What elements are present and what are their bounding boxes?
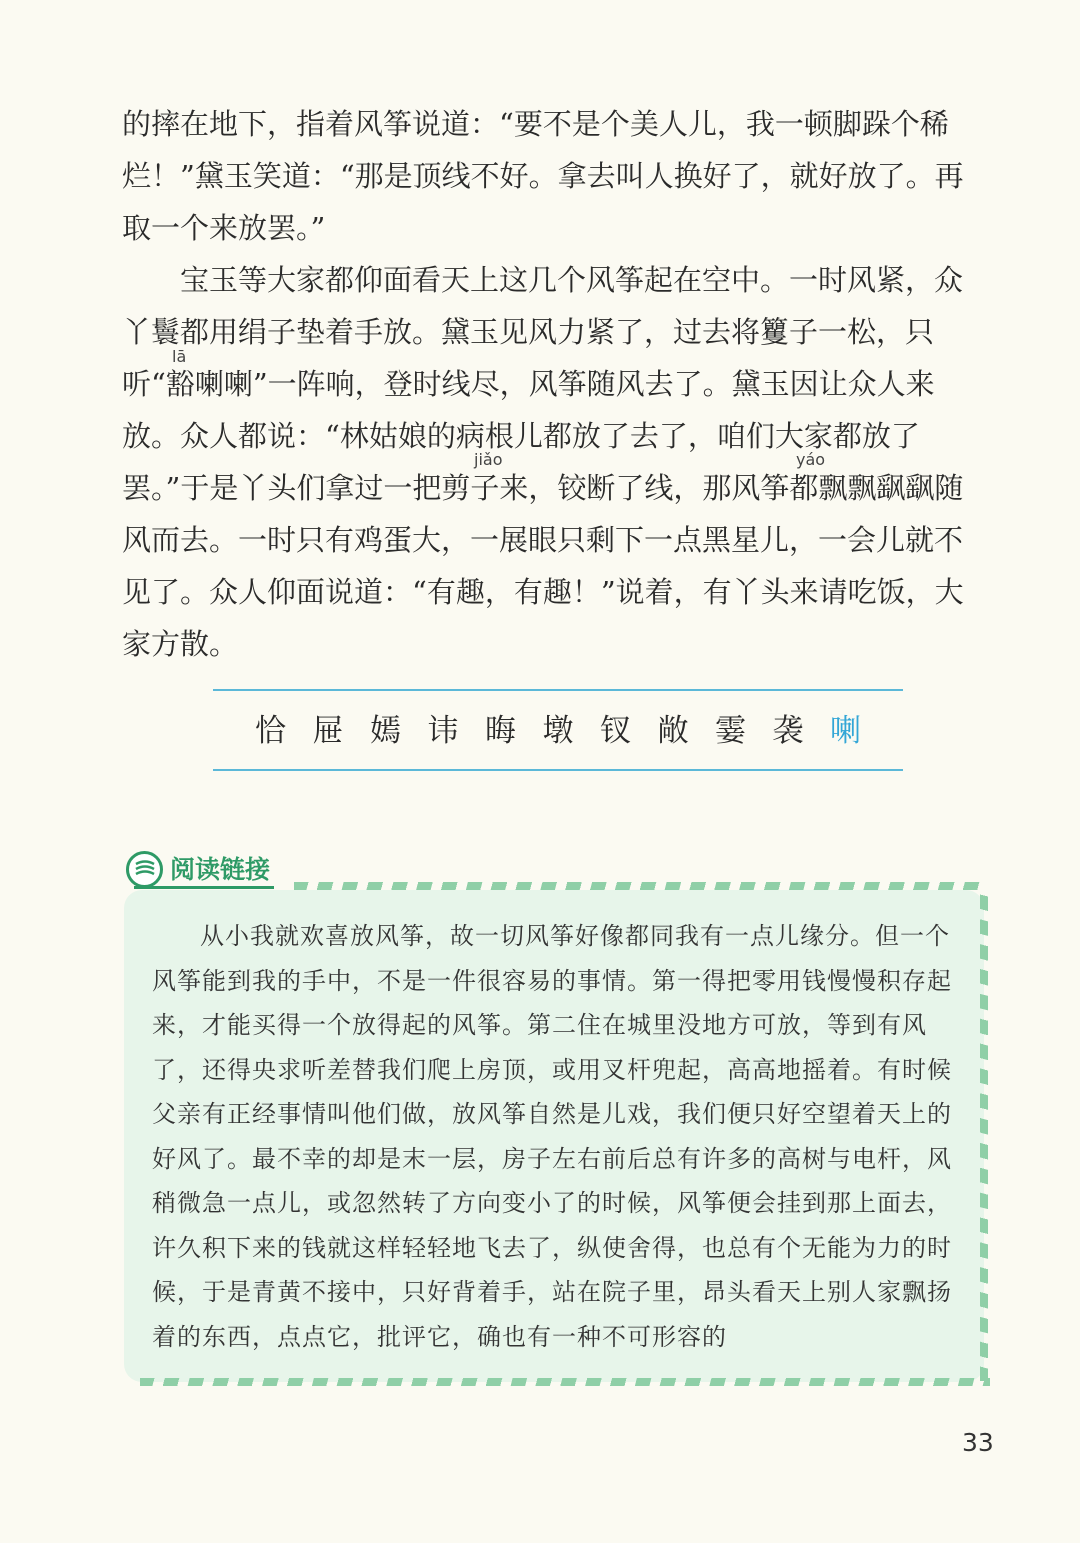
new-char: 晦 — [485, 713, 516, 749]
reading-link-underline — [134, 886, 274, 889]
new-characters-box — [213, 689, 903, 771]
new-char: 恰 — [255, 713, 286, 749]
book-icon — [126, 851, 163, 888]
new-char: 屉 — [312, 713, 344, 749]
paragraph-2: 宝玉等大家都仰面看天上这几个风筝起在空中。一时风紧，众丫鬟都用绢子垫着手放。黛玉见风力紧了，过去将籰子一松，只听“豁喇喇”一阵响，登时线尽，风筝随风去了。黛玉因让众人来放。众人都说：“林姑娘的病根儿都放了去了，咱们大家都放了罢。”于是丫头们拿过一把剪子来，铰断了线，那风筝都飘飘飖飖随风而去。一时只有鸡蛋大，一展眼只剩下一点黑星儿，一会儿就不见了。众人仰面说道：“有趣，有趣！”说着，有丫头来请吃饭，大家方散。 — [122, 263, 964, 661]
reading-link-title: 阅读链接 — [170, 855, 271, 884]
new-char: 霎 — [715, 713, 746, 749]
new-char: 钗 — [600, 713, 631, 749]
dashed-border-top — [294, 882, 984, 890]
new-char-highlighted: 喇 — [830, 713, 861, 749]
dashed-border-right — [980, 886, 988, 1381]
new-char: 嫣 — [370, 713, 401, 749]
page-number: 33 — [962, 1428, 994, 1457]
pinyin-yao: yáo — [796, 450, 826, 469]
new-characters-row — [255, 711, 888, 751]
paragraph-1: 的摔在地下，指着风筝说道：“要不是个美人儿，我一顿脚跺个稀烂！”黛玉笑道：“那是顶线不好。拿去叫人换好了，就好放了。再取一个来放罢。” — [122, 107, 964, 245]
reading-link-text: 从小我就欢喜放风筝，故一切风筝好像都同我有一点儿缘分。但一个风筝能到我的手中，不是一件很容易的事情。第一得把零用钱慢慢积存起来，才能买得一个放得起的风筝。第二住在城里没地方可放，等到有风了，还得央求听差替我们爬上房顶，或用叉杆兜起，高高地摇着。有时候父亲有正经事情叫他们做，放风筝自然是儿戏，我们便只好空望着天上的好风了。最不幸的却是末一层，房子左右前后总有许多的高树与电杆，风稍微急一点儿，或忽然转了方向变小了的时候，风筝便会挂到那上面去，许久积下来的钱就这样轻轻地飞去了，纵使舍得，也总有个无能为力的时候，于是青黄不接中，只好背着手，站在院子里，昂头看天上别人家飘扬着的东西，点点它，批评它，确也有一种不可形容的 — [152, 922, 952, 1351]
pinyin-jiao: jiǎo — [474, 450, 503, 469]
reading-link-box — [124, 880, 990, 1390]
new-char: 讳 — [427, 713, 459, 749]
pinyin-la: lā — [172, 347, 187, 366]
new-char: 袭 — [772, 713, 804, 749]
new-char: 墩 — [542, 713, 574, 749]
dashed-border-bottom — [140, 1378, 990, 1386]
new-char: 敞 — [657, 713, 689, 749]
